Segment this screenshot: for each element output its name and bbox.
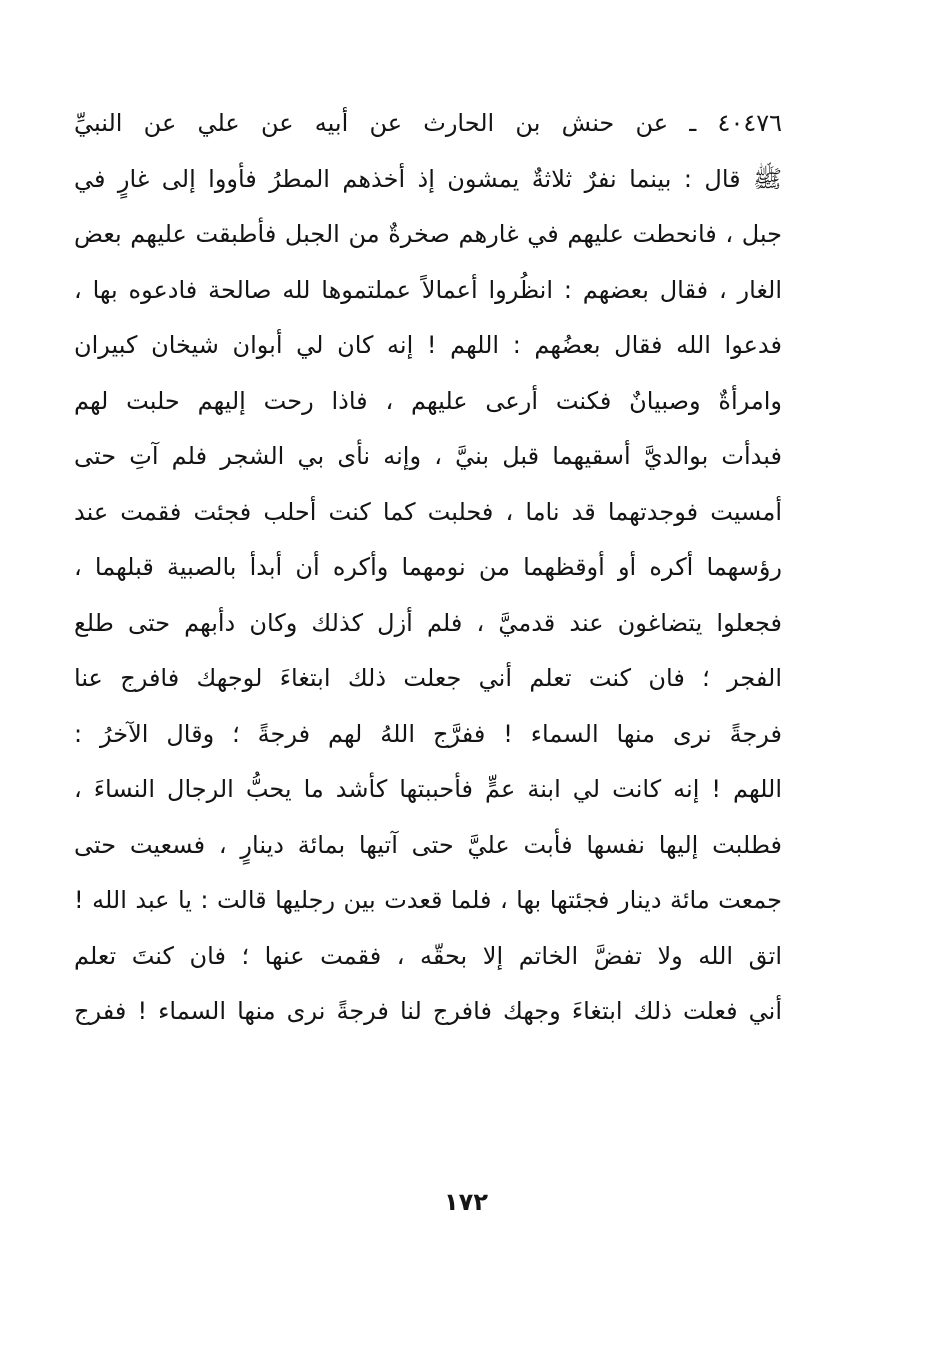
- text-line-6: وامرأةٌ وصبيانٌ فكنت أرعى عليهم ، فاذا رحت إليهم حلبت لهم: [74, 386, 782, 415]
- text-line-10: فجعلوا يتضاغون عند قدميَّ ، فلم أزل كذلك وكان دأبهم حتى طلع: [74, 608, 782, 637]
- text-line-15: جمعت مائة دينار فجئتها بها ، فلما قعدت بين رجليها قالت : يا عبد الله !: [74, 886, 782, 914]
- text-line-11: الفجر ؛ فان كنت تعلم أني جعلت ذلك ابتغاءَ لوجهك فافرج عنا: [74, 664, 782, 692]
- text-line-9: رؤسهما أكره أو أوقظهما من نومهما وأكره أن أبدأ بالصبية قبلهما ،: [74, 553, 782, 581]
- text-line-17: أني فعلت ذلك ابتغاءَ وجهك فافرج لنا فرجةً نرى منها السماء ! ففرج: [74, 997, 782, 1025]
- hadith-text-block: [74, 96, 782, 1040]
- page-number: ١٧٢: [444, 1188, 488, 1216]
- text-line-16: اتق الله ولا تفضَّ الخاتم إلا بحقّه ، فقمت عنها ؛ فان كنتَ تعلم: [74, 941, 782, 970]
- text-line-1: ٤٠٤٧٦ ـ عن حنش بن الحارث عن أبيه عن علي عن النبيِّ: [74, 109, 782, 137]
- text-line-14: فطلبت إليها نفسها فأبت عليَّ حتى آتيها بمائة دينارٍ ، فسعيت حتى: [74, 830, 782, 859]
- text-line-13: اللهم ! إنه كانت لي ابنة عمٍّ فأحببتها كأشد ما يحبُّ الرجال النساءَ ،: [74, 775, 782, 803]
- text-line-2: ﷺ قال : بينما نفرٌ ثلاثةٌ يمشون إذ أخذهم المطرُ فأووا إلى غارٍ في: [74, 164, 782, 193]
- text-line-5: فدعوا الله فقال بعضُهم : اللهم ! إنه كان لي أبوان شيخان كبيران: [74, 331, 782, 359]
- text-line-8: أمسيت فوجدتهما قد ناما ، فحلبت كما كنت أحلب فجئت فقمت عند: [74, 497, 782, 526]
- text-line-7: فبدأت بوالديَّ أسقيهما قبل بنيَّ ، وإنه نأى بي الشجر فلم آتِ حتى: [74, 442, 782, 470]
- text-line-12: فرجةً نرى منها السماء ! ففرَّج اللهُ لهم فرجةً ؛ وقال الآخرُ :: [74, 719, 782, 748]
- text-line-3: جبل ، فانحطت عليهم في غارهم صخرةٌ من الجبل فأطبقت عليهم بعض: [74, 220, 782, 248]
- text-line-4: الغار ، فقال بعضهم : انظُروا أعمالاً عملتموها لله صالحة فادعوه بها ،: [74, 275, 782, 304]
